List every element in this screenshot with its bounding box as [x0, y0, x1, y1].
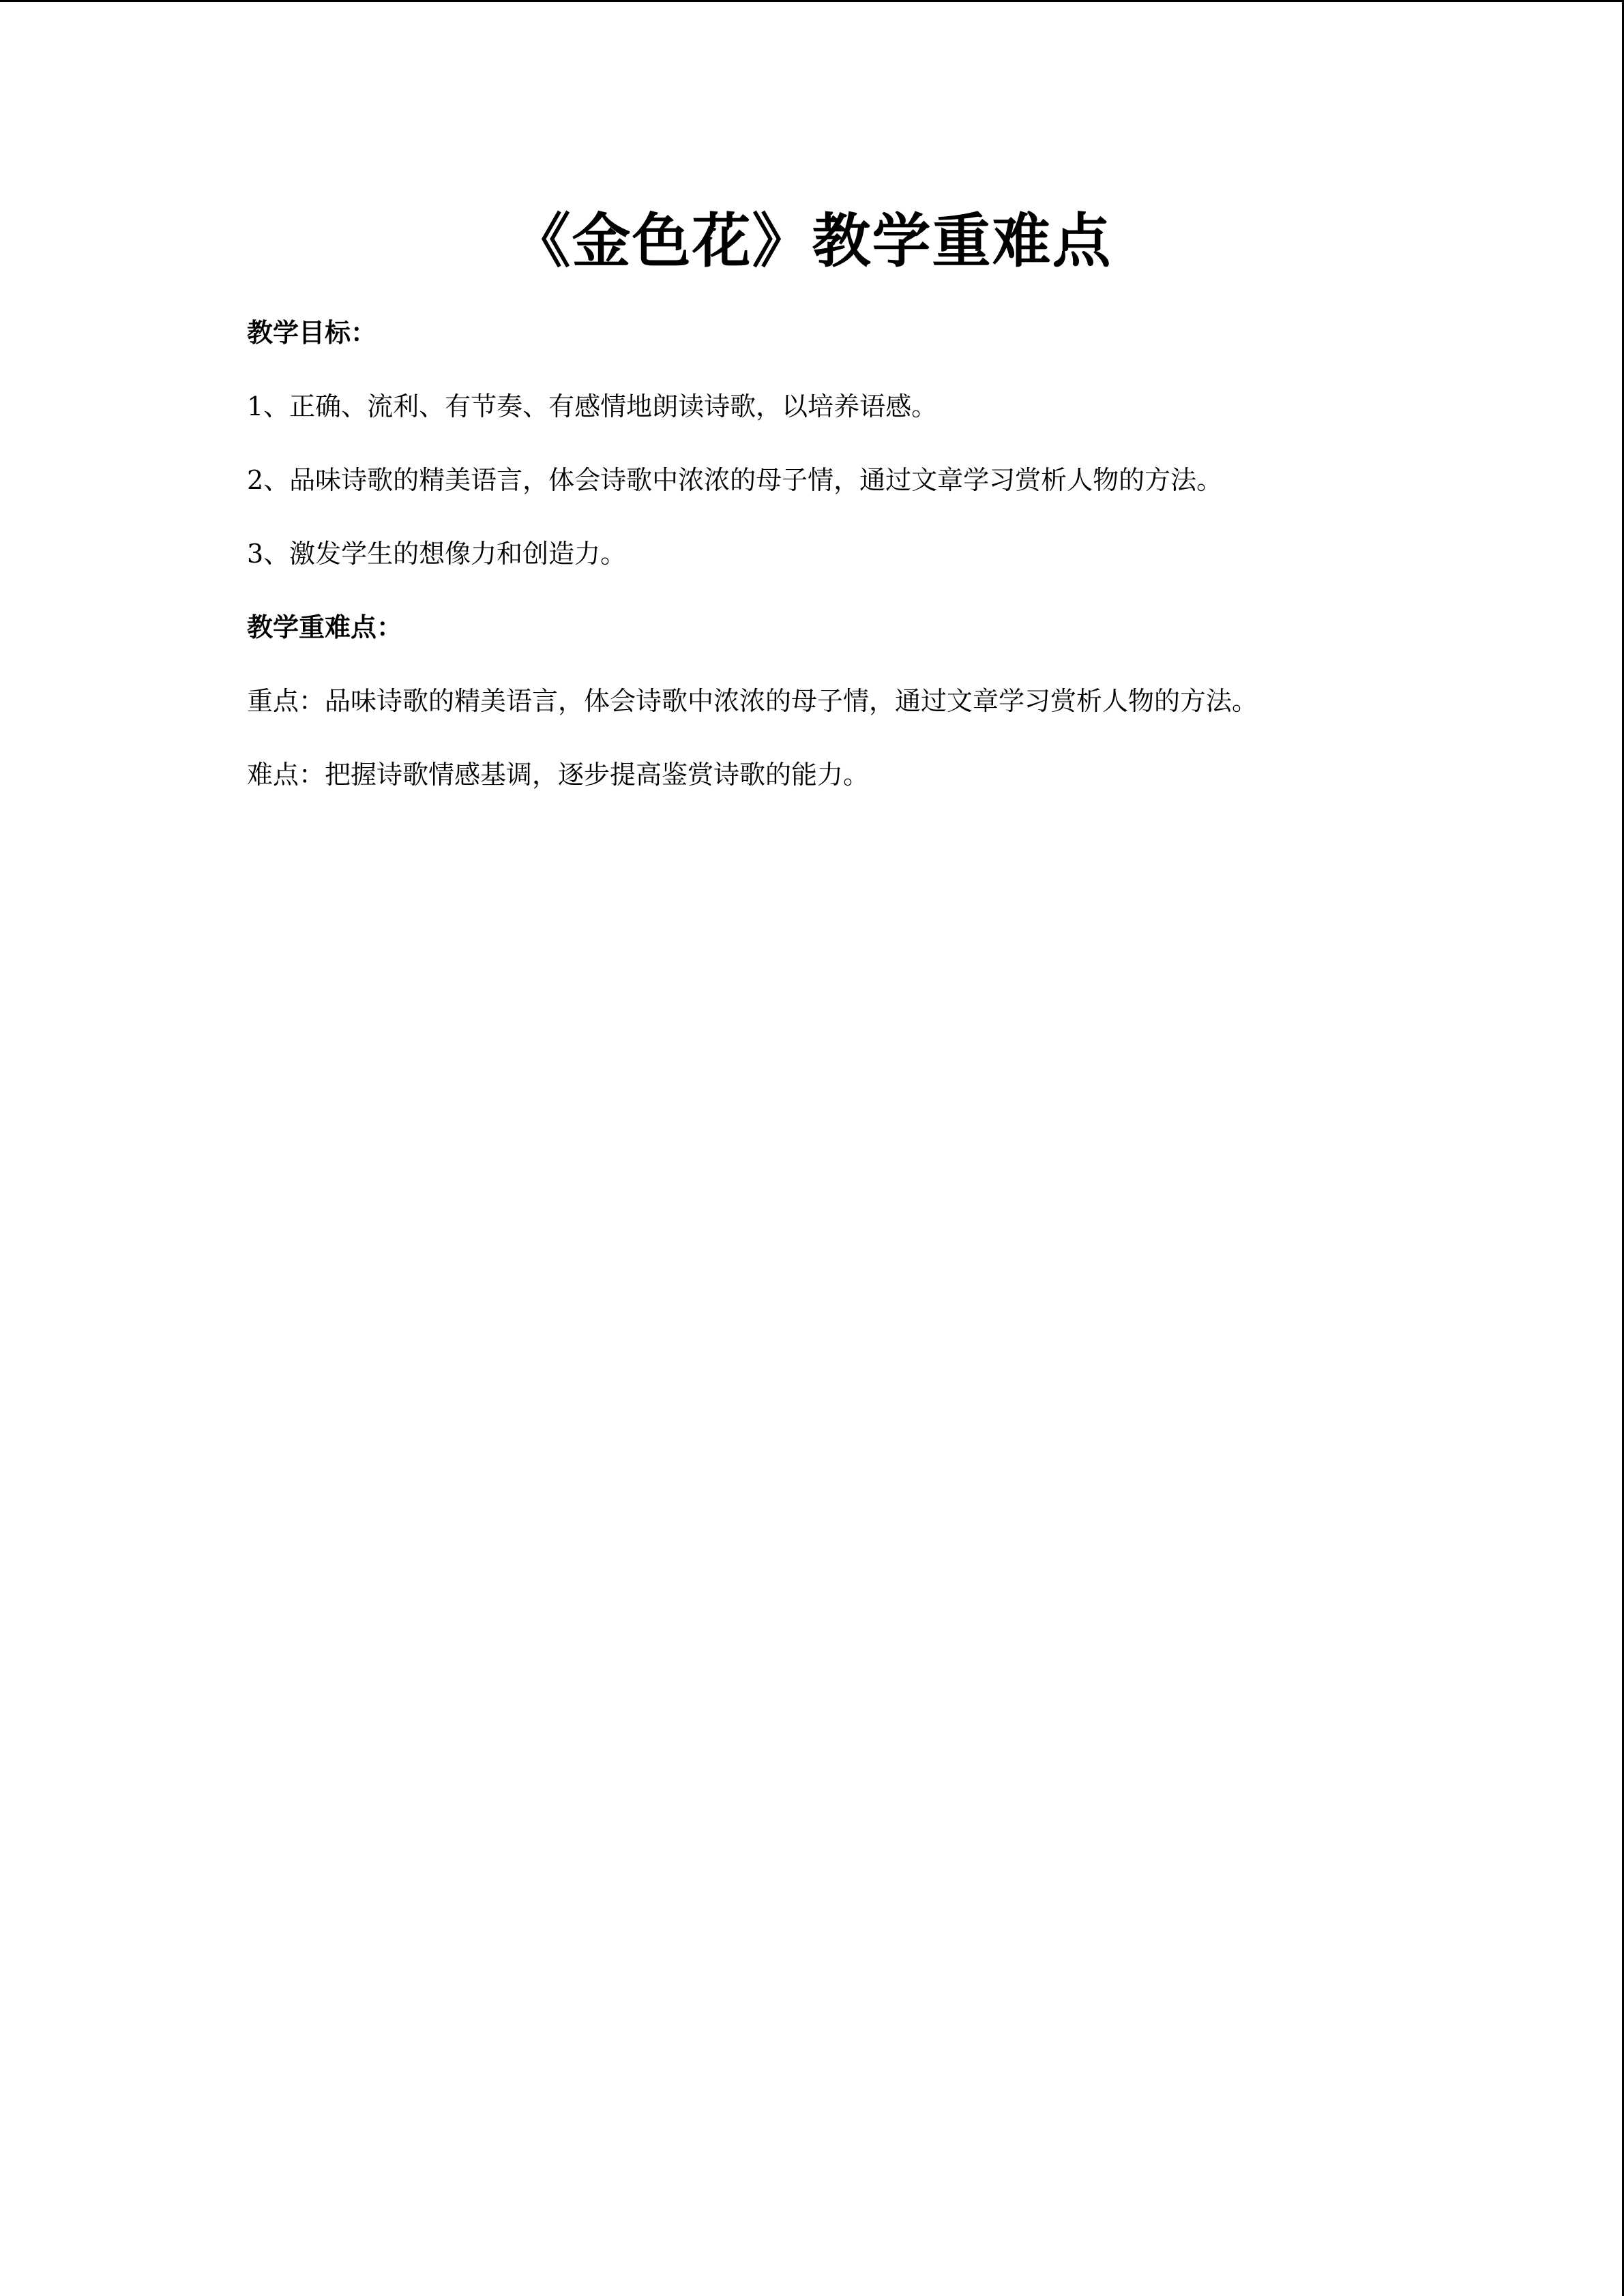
key-points-heading: 教学重难点：: [247, 612, 403, 642]
key-point-text: 重点：品味诗歌的精美语言，体会诗歌中浓浓的母子情，通过文章学习赏析人物的方法。: [247, 686, 1258, 716]
objective-item-3: 3、激发学生的想像力和创造力。: [247, 539, 627, 569]
objectives-heading: 教学目标：: [247, 318, 377, 348]
objective-item-2: 2、品味诗歌的精美语言，体会诗歌中浓浓的母子情，通过文章学习赏析人物的方法。: [247, 465, 1223, 495]
document-title: 《金色花》教学重难点: [512, 207, 1112, 275]
objective-item-1: 1、正确、流利、有节奏、有感情地朗读诗歌，以培养语感。: [247, 391, 938, 421]
document-body: [247, 312, 1475, 828]
difficult-point-text: 难点：把握诗歌情感基调，逐步提高鉴赏诗歌的能力。: [247, 760, 870, 790]
